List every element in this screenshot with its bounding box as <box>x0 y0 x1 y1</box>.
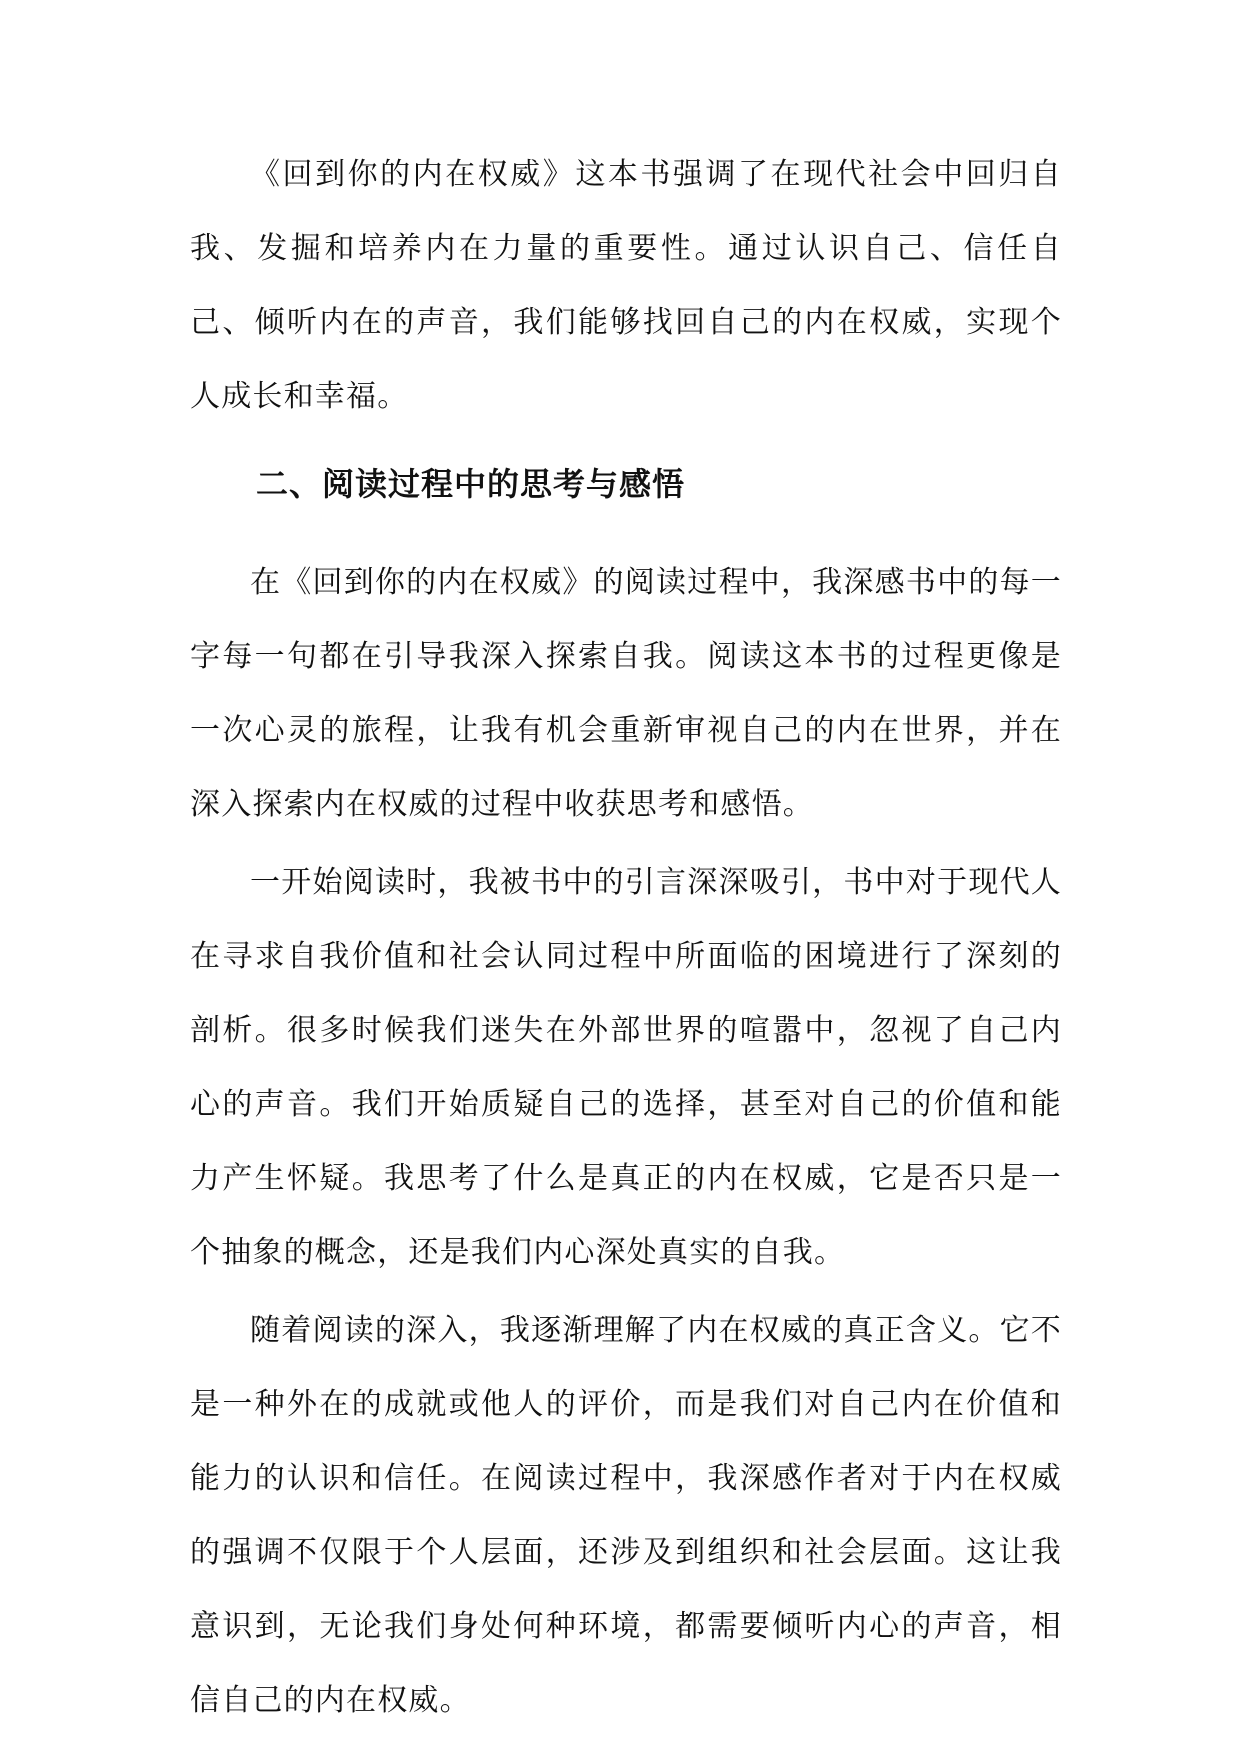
paragraph-intro: 《回到你的内在权威》这本书强调了在现代社会中回归自我、发掘和培养内在力量的重要性。通过认识自己、信任自己、倾听内在的声音，我们能够找回自己的内在权威，实现个人成长和幸福。 <box>190 157 1062 414</box>
paragraph-first-impression: 一开始阅读时，我被书中的引言深深吸引，书中对于现代人在寻求自我价值和社会认同过程中所面临的困境进行了深刻的剖析。很多时候我们迷失在外部世界的喧嚣中，忽视了自己内心的声音。我们开始质疑自己的选择，甚至对自己的价值和能力产生怀疑。我思考了什么是真正的内在权威，它是否只是一个抽象的概念，还是我们内心深处真实的自我。 <box>190 865 1062 1270</box>
document-body <box>190 138 1062 1738</box>
paragraph-reading-process: 在《回到你的内在权威》的阅读过程中，我深感书中的每一字每一句都在引导我深入探索自我。阅读这本书的过程更像是一次心灵的旅程，让我有机会重新审视自己的内在世界，并在深入探索内在权威的过程中收获思考和感悟。 <box>190 565 1062 822</box>
paragraph-deeper-understanding: 随着阅读的深入，我逐渐理解了内在权威的真正含义。它不是一种外在的成就或他人的评价，而是我们对自己内在价值和能力的认识和信任。在阅读过程中，我深感作者对于内在权威的强调不仅限于个人层面，还涉及到组织和社会层面。这让我意识到，无论我们身处何种环境，都需要倾听内心的声音，相信自己的内在权威。 <box>190 1313 1062 1718</box>
section-heading: 二、阅读过程中的思考与感悟 <box>256 465 686 503</box>
